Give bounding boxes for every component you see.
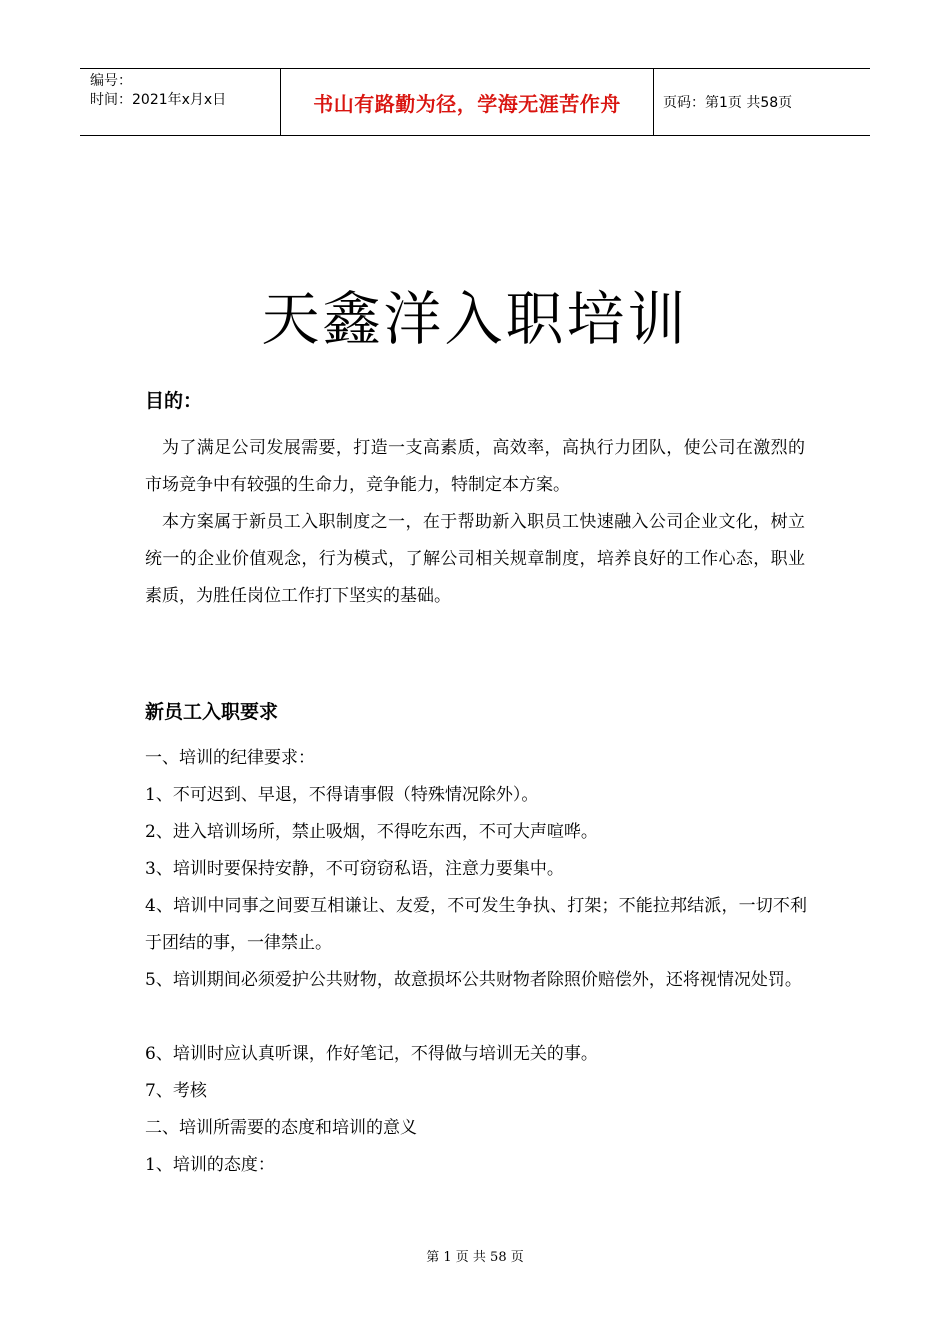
header-page-cell: [654, 69, 870, 135]
requirement-line: 2、进入培训场所，禁止吸烟，不得吃东西，不可大声喧哗。: [145, 822, 598, 842]
purpose-paragraph-2: 本方案属于新员工入职制度之一，在于帮助新入职员工快速融入公司企业文化，树立统一的企业价值观念，行为模式，了解公司相关规章制度，培养良好的工作心态，职业素质，为胜任岗位工作打下坚实的基础。: [145, 512, 805, 606]
requirement-line: 6、培训时应认真听课，作好笔记，不得做与培训无关的事。: [145, 1044, 598, 1064]
page-info: 页码：第1页 共58页: [663, 95, 793, 111]
document-title: 天鑫洋入职培训: [261, 285, 689, 353]
requirement-line: 1、不可迟到、早退，不得请事假（特殊情况除外）。: [145, 785, 539, 805]
requirement-line: 3、培训时要保持安静，不可窃窃私语，注意力要集中。: [145, 859, 564, 879]
page-footer: 第 1 页 共 58 页: [426, 1250, 524, 1265]
purpose-paragraph-1: 为了满足公司发展需要，打造一支高素质，高效率，高执行力团队，使公司在激烈的市场竞争中有较强的生命力，竞争能力，特制定本方案。: [145, 438, 805, 495]
motto: 书山有路勤为径，学海无涯苦作舟: [313, 91, 621, 116]
purpose-heading: 目的：: [145, 390, 203, 412]
header-table: [80, 68, 870, 136]
requirement-line: 5、培训期间必须爱护公共财物，故意损坏公共财物者除照价赔偿外，还将视情况处罚。: [145, 970, 802, 990]
time-label: 时间：2021年x月x日: [90, 92, 227, 108]
header-motto-cell: [281, 69, 654, 135]
requirement-line: 4、培训中同事之间要互相谦让、友爱，不可发生争执、打架；不能拉邦结派，一切不利于团结的事，一律禁止。: [145, 896, 807, 953]
requirement-line: 一、培训的纪律要求：: [145, 748, 315, 768]
requirement-line: 7、考核: [145, 1081, 207, 1101]
number-label: 编号：: [90, 73, 132, 89]
header-meta-cell: [80, 69, 281, 135]
requirement-line: 二、培训所需要的态度和培训的意义: [145, 1118, 417, 1138]
requirements-heading: 新员工入职要求: [145, 701, 279, 723]
requirement-line: 1、培训的态度：: [145, 1155, 275, 1175]
